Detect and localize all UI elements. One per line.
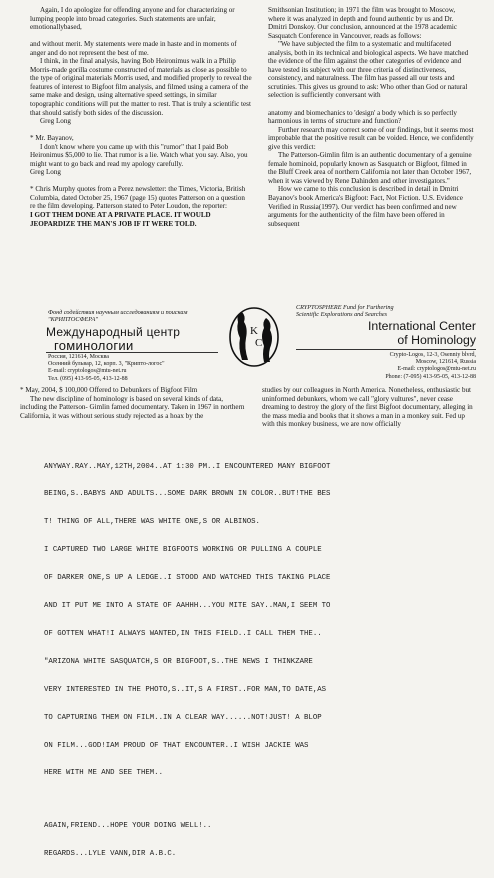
section-heading: * May, 2004, $ 100,000 Offered to Debunkers of Bigfoot Film — [20, 386, 198, 394]
divider — [46, 352, 218, 353]
letterhead-en-title: International Center of Hominology — [367, 319, 476, 347]
paragraph: Further research may correct some of our findings, but it seems most improbable that the positive result can be voided. Hence, we confidently give this verdict: — [268, 125, 474, 151]
letter-line: T! THING OF ALL,THERE WAS WHITE ONE,S OR ALBINOS. — [44, 518, 260, 527]
svg-text:K: K — [250, 325, 258, 337]
letterhead — [28, 300, 478, 380]
left-column — [30, 6, 252, 228]
paragraph: * Mr. Bayanov, — [30, 134, 74, 143]
paragraph: and without merit. My statements were made in haste and in moments of anger and do not represent the best of me. — [30, 40, 237, 57]
paragraph: I don't know where you came up with this "rumor" that I paid Bob Heironimus $5,000 to lie. That rumor is a lie. Watch what you say. Also, you might want to go back and read my apology carefully. — [30, 142, 248, 168]
paragraph: The Patterson-Gimlin film is an authentic documentary of a genuine female hominoid, popularly known as Sasquatch or Bigfoot, filmed in the Bluff Creek area of northern California not later than October 1967, when it was viewed by Rene Dahinden and other investigators." — [268, 151, 472, 185]
signature-line: Greg Long — [40, 117, 71, 126]
quote: I GOT THEM DONE AT A PRIVATE PLACE. IT WOULD JEOPARDIZE THE MAN'S JOB IF IT WERE TOLD. — [30, 210, 211, 228]
paragraph: I think, in the final analysis, having Bob Heironimus walk in a Philip Morris-made gorilla costume constructed of materials as close as possible to the type of original materials Morris used, and modified properly to reveal the features of interest to Bigfoot film analysis, and filmed using a camera of the same make and design, using alternative speed settings, in similar topographic conditions will put the matter to rest. That is truly a scientific test that should satisfy both sides of the discussion. — [30, 57, 252, 117]
signature-line: Greg Long — [30, 168, 61, 177]
paragraph: anatomy and biomechanics to 'design' a body which is so perfectly harmonious in terms of structure and function? — [268, 108, 457, 126]
letterhead-ru-title: Международный центр гоминологии — [46, 325, 181, 353]
quote: "We have subjected the film to a systematic and multifaceted analysis, both in its technical and biological aspects. We have matched the evidence of the film against the other categories of evidence and have tested its subject with our three criteria of distinctiveness, consistency, and naturalness. The film has passed all our tests and scrutinies. This gives us ground to ask: Who other than God or natural selection is sufficiently conversant with — [268, 40, 469, 100]
letter-line: VERY INTERESTED IN THE PHOTO,S..IT,S A FIRST..FOR MAN,TO DATE,AS — [44, 685, 327, 694]
paragraph: The new discipline of hominology is based on several kinds of data, including the Patterson- Gimlin famed documentary. Taken in 1967 in northern California, it was without serious study rejected as a hoax by the — [20, 394, 245, 420]
letter-line: ANYWAY.RAY..MAY,12TH,2004..AT 1:30 PM..I ENCOUNTERED MANY BIGFOOT — [44, 462, 331, 471]
letter-line: BEING,S..BABYS AND ADULTS...SOME DARK BROWN IN COLOR..BUT!THE BES — [44, 490, 331, 499]
hominology-logo-icon — [226, 304, 282, 370]
paragraph: How we came to this conclusion is described in detail in Dmitri Bayanov's book America's Bigfoot: Fact, Not Fiction. U.S. Evidence Verified in Russia(1997). Our verdict has been confirmed and new arguments for the authenticity of the film have been offered in subsequent — [268, 185, 463, 228]
letter-blank-line — [44, 797, 484, 803]
letter-line: ON FILM...GOD!IAM PROUD OF THAT ENCOUNTER..I WISH JACKIE WAS — [44, 741, 309, 750]
typewritten-letter — [44, 444, 484, 878]
letterhead-en-address: Crypto-Logos, 12-3, Osenniy blvrd, Moscow, 121614, Russia E-mail: cryptologos@mtu-net.ru Phone: (7-095) 413-95-05, 413-12-88 — [385, 352, 476, 380]
svg-text:C: C — [255, 337, 263, 349]
letter-line: AGAIN,FRIEND...HOPE YOUR DOING WELL!.. — [44, 821, 212, 830]
letter-line: REGARDS...LYLE VANN,DIR A.B.C. — [44, 849, 177, 858]
paragraph: studies by our colleagues in North America. Nonetheless, enthusiastic but uninformed debunkers, whom we call "glory vultures", never cease dreaming to destroy the glory of the first Bigfoot documentary, alleging in the mass media and books that it shows a man in a monkey suit. Fed up with this monkey business, we are now officially — [262, 386, 473, 429]
divider — [296, 349, 476, 350]
letterhead-ru-fund: Фонд содействия научным исследованиям и поискам "КРИПТОСФЕРА" — [48, 309, 188, 324]
letter-line: HERE WITH ME AND SEE THEM.. — [44, 769, 163, 778]
paragraph: Again, I do apologize for offending anyone and for characterizing or lumping people into broad categories. Such statements are unfair, emotionallybased, — [30, 6, 235, 32]
letter-line: I CAPTURED TWO LARGE WHITE BIGFOOTS WORKING OR PULLING A COUPLE — [44, 546, 322, 555]
letter-line: TO CAPTURING THEM ON FILM..IN A CLEAR WAY......NOT!JUST! A BLOP — [44, 713, 322, 722]
letter-line: OF GOTTEN WHAT!I ALWAYS WANTED,IN THIS FIELD..I CALL THEM THE.. — [44, 629, 322, 638]
bottom-left-column — [20, 386, 248, 420]
letterhead-en-fund: CRYPTOSPHERE Fund for Furthering Scientific Explorations and Searches — [296, 304, 394, 319]
paragraph: * Chris Murphy quotes from a Perez newsletter: the Times, Victoria, British Columbia, dated October 25, 1967 (page 15) quotes Patterson on a question re the film developing. Patterson stated to Peter Loudon, the reporter: — [30, 185, 246, 211]
bottom-right-column — [262, 386, 476, 429]
letterhead-ru-address: Россия, 121614, Москва Осенний бульвар, 12, корп. 3, "Крипто-логос" E-mail: cryptologos@mtu-net.ru Тел. (095) 413-95-05, 413-12-88 — [48, 354, 165, 382]
letter-line: OF DARKER ONE,S UP A LEDGE..I STOOD AND WATCHED THIS TAKING PLACE — [44, 574, 331, 583]
right-column — [268, 6, 474, 228]
letter-line: AND IT PUT ME INTO A STATE OF AAHHH...YOU MITE SAY..MAN,I SEEM TO — [44, 602, 331, 611]
letter-line: "ARIZONA WHITE SASQUATCH,S OR BIGFOOT,S..THE NEWS I THINKZARE — [44, 657, 313, 666]
paragraph: Smithsonian Institution; in 1971 the film was brought to Moscow, where it was analyzed in depth and found authentic by us and Dr. Dmitri Donskoy. Our conclusion, announced at the 1978 academic Sasquatch Conference in Vancouver, reads as follows: — [268, 6, 458, 40]
